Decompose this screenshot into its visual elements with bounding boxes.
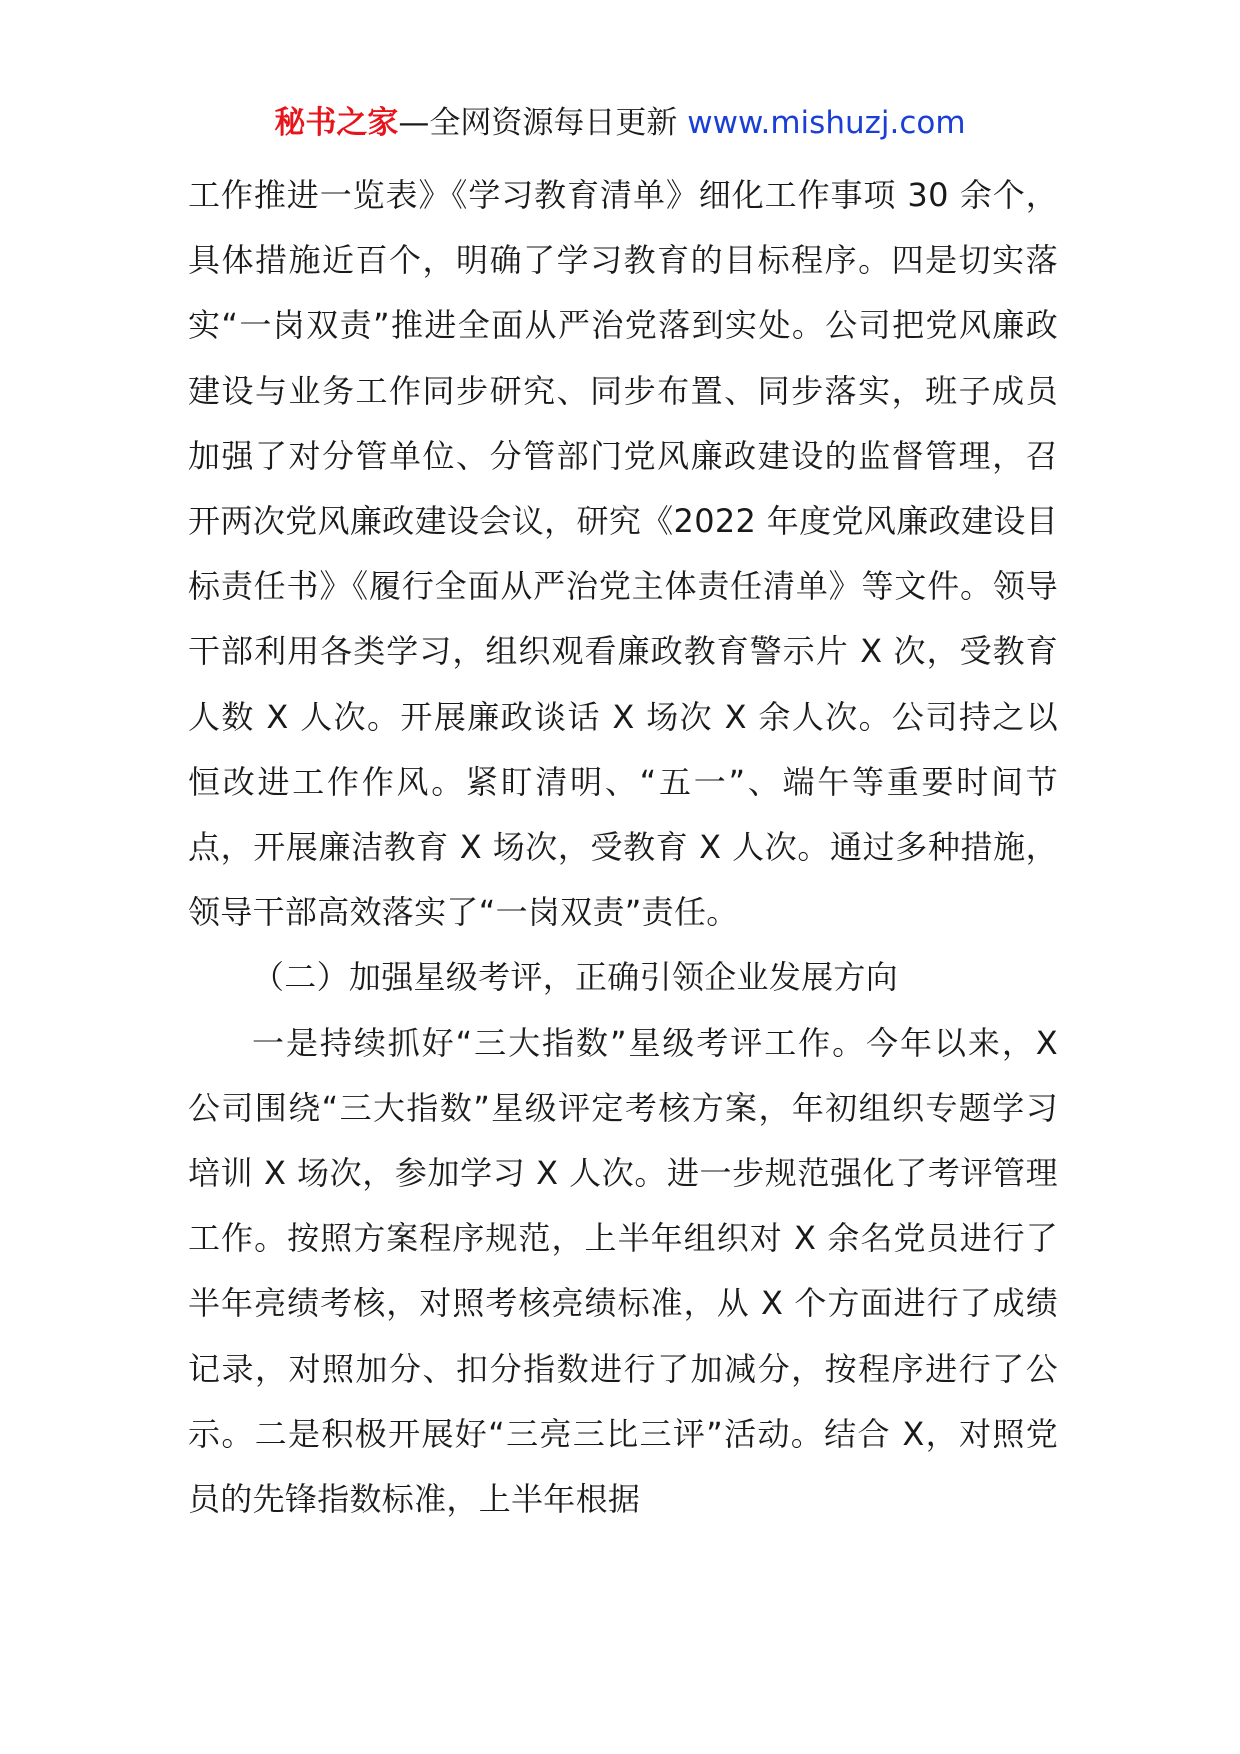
site-url[interactable]: www.mishuzj.com	[687, 105, 966, 141]
watermark-header	[0, 100, 1240, 146]
site-brand: 秘书之家	[274, 105, 399, 141]
paragraph: 一是持续抓好“三大指数”星级考评工作。今年以来，X 公司围绕“三大指数”星级评定考核方案，年初组织专题学习培训 X 场次，参加学习 X 人次。进一步规范强化了考评管理工作。按照方案程序规范，上半年组织对 X 余名党员进行了半年亮绩考核，对照考核亮绩标准，从 X 个方面进行了成绩记录，对照加分、扣分指数进行了加减分，按程序进行了公示。二是积极开展好“三亮三比三评”活动。结合 X，对照党员的先锋指数标准，上半年根据	[188, 1023, 1058, 1519]
document-body	[188, 163, 1058, 1532]
paragraph-continuation: 工作推进一览表》《学习教育清单》细化工作事项 30 余个，具体措施近百个，明确了学习教育的目标程序。四是切实落实“一岗双责”推进全面从严治党落到实处。公司把党风廉政建设与业务工作同步研究、同步布置、同步落实，班子成员加强了对分管单位、分管部门党风廉政建设的监督管理，召开两次党风廉政建设会议，研究《2022 年度党风廉政建设目标责任书》《履行全面从严治党主体责任清单》等文件。领导干部利用各类学习，组织观看廉政教育警示片 X 次，受教育人数 X 人次。开展廉政谈话 X 场次 X 余人次。公司持之以恒改进工作作风。紧盯清明、“五一”、端午等重要时间节点，开展廉洁教育 X 场次，受教育 X 人次。通过多种措施，领导干部高效落实了“一岗双责”责任。	[188, 176, 1058, 932]
site-tagline: —全网资源每日更新	[398, 105, 678, 141]
section-heading: （二）加强星级考评，正确引领企业发展方向	[252, 958, 899, 997]
